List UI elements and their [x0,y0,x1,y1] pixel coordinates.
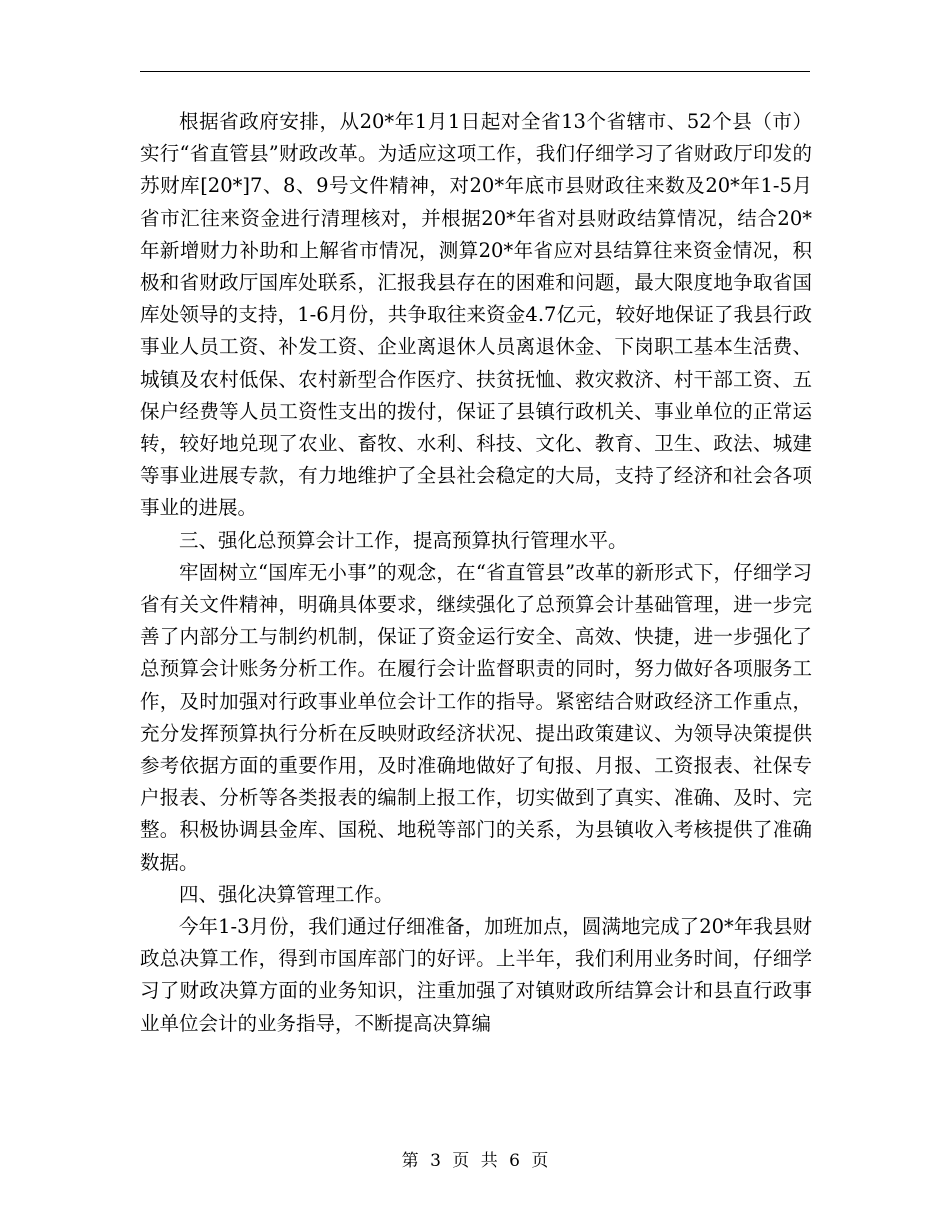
header-rule [140,71,810,72]
paragraph-budget-accounting: 牢固树立“国库无小事”的观念，在“省直管县”改革的新形式下，仔细学习省有关文件精神，明确具体要求，继续强化了总预算会计基础管理，进一步完善了内部分工与制约机制，保证了资金运行安全、高效、快捷，进一步强化了总预算会计账务分析工作。在履行会计监督职责的同时，努力做好各项服务工作，及时加强对行政事业单位会计工作的指导。紧密结合财政经济工作重点，充分发挥预算执行分析在反映财政经济状况、提出政策建议、为领导决策提供参考依据方面的重要作用，及时准确地做好了旬报、月报、工资报表、社保专户报表、分析等各类报表的编制上报工作，切实做到了真实、准确、及时、完整。积极协调县金库、国税、地税等部门的关系，为县镇收入考核提供了准确数据。 [140,560,812,874]
page-number-footer: 第 3 页 共 6 页 [401,1151,549,1171]
section-heading-final-accounts: 四、强化决算管理工作。 [179,882,394,906]
paragraph-funding: 根据省政府安排，从20*年1月1日起对全省13个省辖市、52个县（市）实行“省直管县”财政改革。为适应这项工作，我们仔细学习了省财政厅印发的苏财库[20*]7、8、9号文件精神，对20*年底市县财政往来数及20*年1-5月省市汇往来资金进行清理核对，并根据20*年省对县财政结算情况，结合20*年新增财力补助和上解省市情况，测算20*年省应对县结算往来资金情况，积极和省财政厅国库处联系，汇报我县存在的困难和问题，最大限度地争取省国库处领导的支持，1-6月份，共争取往来资金4.7亿元，较好地保证了我县行政事业人员工资、补发工资、企业离退休人员离退休金、下岗职工基本生活费、城镇及农村低保、农村新型合作医疗、扶贫抚恤、救灾救济、村干部工资、五保户经费等人员工资性支出的拨付，保证了县镇行政机关、事业单位的正常运转，较好地兑现了农业、畜牧、水利、科技、文化、教育、卫生、政法、城建等事业进展专款，有力地维护了全县社会稳定的大局，支持了经济和社会各项事业的进展。 [140,110,812,520]
document-body [140,106,812,1040]
section-heading-budget-accounting: 三、强化总预算会计工作，提高预算执行管理水平。 [179,528,628,552]
paragraph-final-accounts: 今年1-3月份，我们通过仔细准备，加班加点，圆满地完成了20*年我县财政总决算工作，得到市国库部门的好评。上半年，我们利用业务时间，仔细学习了财政决算方面的业务知识，注重加强了对镇财政所结算会计和县直行政事业单位会计的业务指导，不断提高决算编 [140,915,812,1035]
